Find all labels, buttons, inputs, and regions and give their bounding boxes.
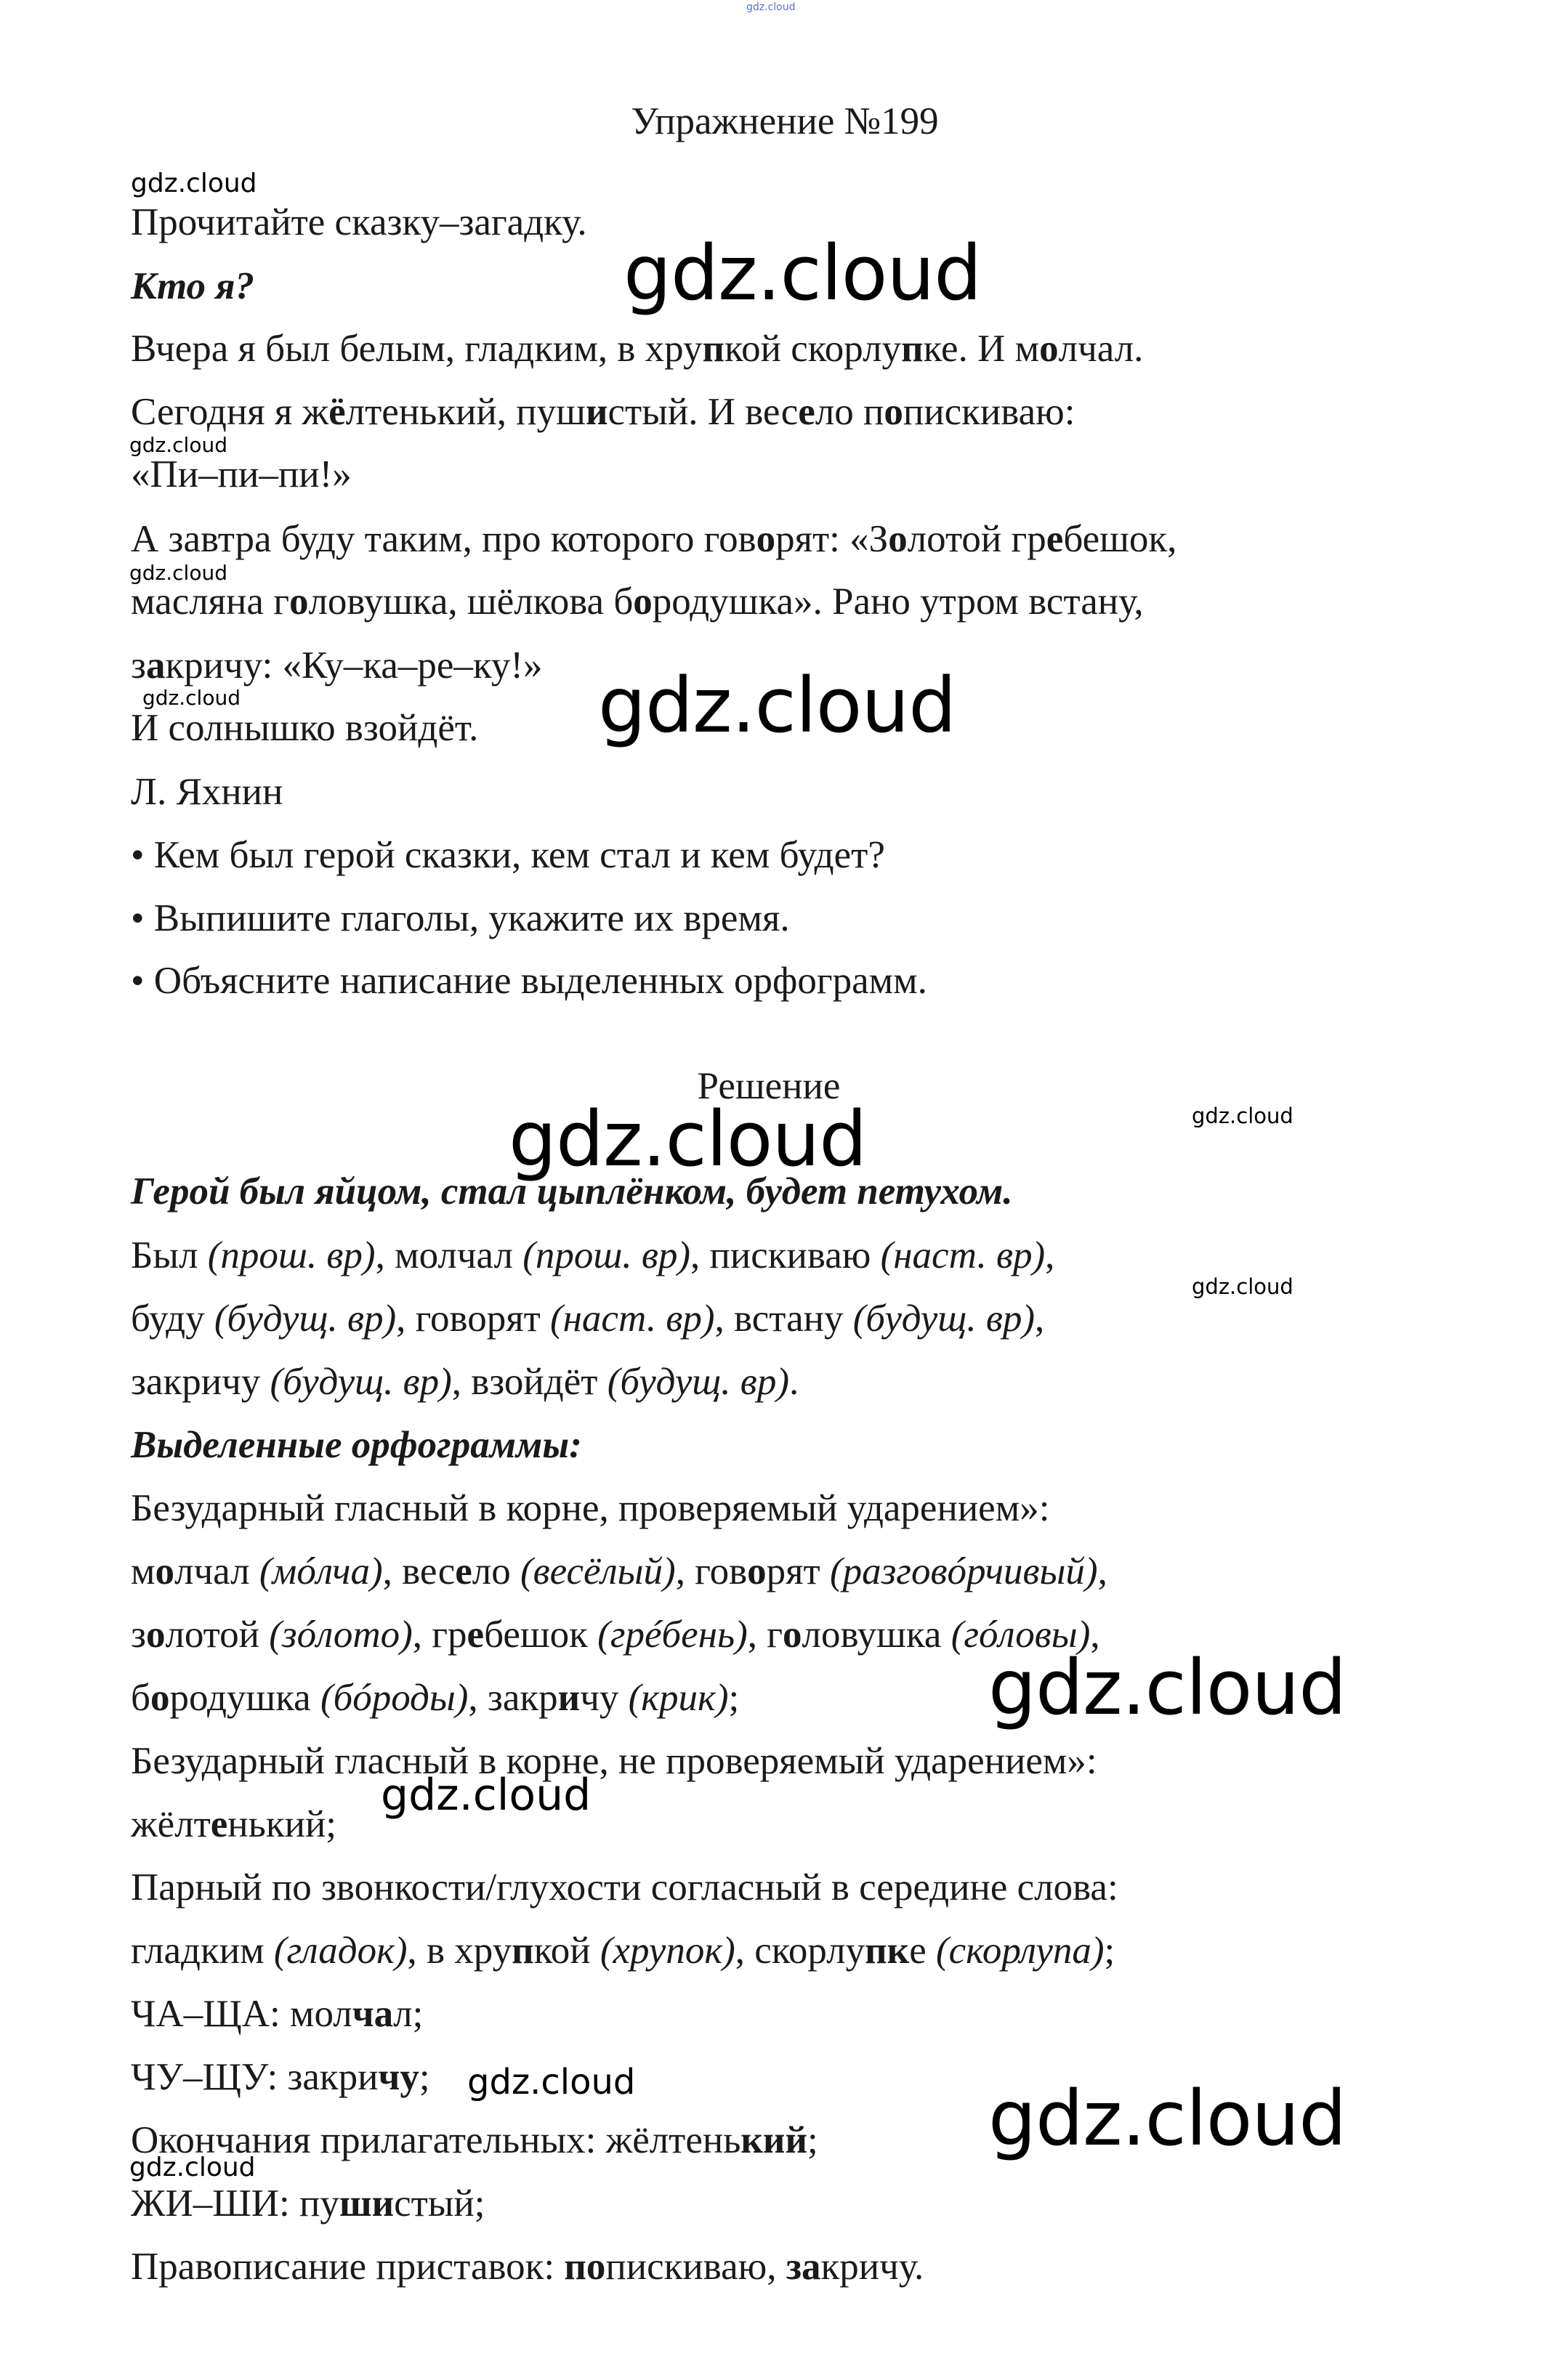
rule-4: ЧА–ЩА: молчал; (131, 1993, 424, 2035)
watermark: gdz.cloud (131, 169, 257, 198)
riddle-line-1: Вчера я был белым, гладким, в хрупкой скорлупке. И молчал. (131, 328, 1144, 370)
rule-3: Парный по звонкости/глухости согласный в середине слова: (131, 1866, 1118, 1909)
rule-1-examples-c: бородушка (бóроды), закричу (крик); (131, 1677, 740, 1719)
rule-1-examples-a: молчал (мóлча), весело (весёлый), говорят (разговóрчивый), (131, 1550, 1107, 1592)
watermark-medium: gdz.cloud (467, 2062, 636, 2102)
riddle-line-4: А завтра буду таким, про которого говорят: «Золотой гребешок, (131, 518, 1177, 560)
rule-2: Безударный гласный в корне, не проверяемый ударением»: (131, 1740, 1097, 1782)
rule-6: Окончания прилагательных: жёлтенький; (131, 2119, 818, 2161)
watermark-large: gdz.cloud (598, 661, 956, 750)
watermark: gdz.cloud (1192, 1104, 1293, 1128)
rule-3-examples: гладким (гладок), в хрупкой (хрупок), скорлупке (скорлупа); (131, 1930, 1115, 1972)
question-2: • Выпишите глаголы, укажите их время. (131, 897, 790, 939)
riddle-line-3: «Пи–пи–пи!» (131, 453, 352, 495)
watermark-large: gdz.cloud (509, 1095, 867, 1183)
riddle-line-6: закричу: «Ку–ка–ре–ку!» (131, 644, 543, 687)
riddle-title: Кто я? (131, 265, 255, 307)
question-1: • Кем был герой сказки, кем стал и кем будет? (131, 834, 885, 876)
task-instruction: Прочитайте сказку–загадку. (131, 201, 587, 243)
watermark: gdz.cloud (1192, 1274, 1293, 1299)
watermark: gdz.cloud (142, 686, 241, 710)
verbs-row-1: Был (прош. вр), молчал (прош. вр), пискиваю (наст. вр), (131, 1234, 1055, 1276)
question-3: • Объясните написание выделенных орфограмм. (131, 960, 927, 1002)
riddle-line-5: масляна головушка, шёлкова бородушка». Рано утром встану, (131, 580, 1144, 623)
rule-5: ЧУ–ЩУ: закричу; (131, 2056, 430, 2098)
orthograms-heading: Выделенные орфограммы: (131, 1424, 582, 1466)
verbs-row-3: закричу (будущ. вр), взойдёт (будущ. вр). (131, 1361, 799, 1403)
rule-1: Безударный гласный в корне, проверяемый ударением»: (131, 1487, 1050, 1529)
rule-1-examples-b: золотой (зóлото), гребешок (грéбень), головушка (гóловы), (131, 1614, 1100, 1656)
riddle-author: Л. Яхнин (131, 771, 283, 813)
watermark-tiny: gdz.cloud (746, 1, 796, 13)
watermark: gdz.cloud (129, 433, 227, 457)
exercise-title: Упражнение №199 (631, 100, 939, 142)
watermark-large: gdz.cloud (623, 229, 982, 317)
riddle-line-2: Сегодня я жёлтенький, пушистый. И весело попискиваю: (131, 391, 1075, 433)
watermark: gdz.cloud (129, 2153, 256, 2182)
watermark-medium: gdz.cloud (381, 1770, 592, 1821)
solution-heading: Решение (697, 1065, 841, 1107)
watermark: gdz.cloud (129, 561, 227, 585)
watermark-large: gdz.cloud (988, 1643, 1347, 1732)
solution-answer: Герой был яйцом, стал цыплёнком, будет петухом. (131, 1170, 1013, 1213)
watermark-large: gdz.cloud (988, 2074, 1347, 2163)
riddle-line-7: И солнышко взойдёт. (131, 707, 479, 749)
rule-2-examples: жёлтенький; (131, 1803, 337, 1845)
verbs-row-2: буду (будущ. вр), говорят (наст. вр), встану (будущ. вр), (131, 1298, 1045, 1340)
rule-8: Правописание приставок: попискиваю, закричу. (131, 2246, 924, 2288)
rule-7: ЖИ–ШИ: пушистый; (131, 2182, 485, 2225)
